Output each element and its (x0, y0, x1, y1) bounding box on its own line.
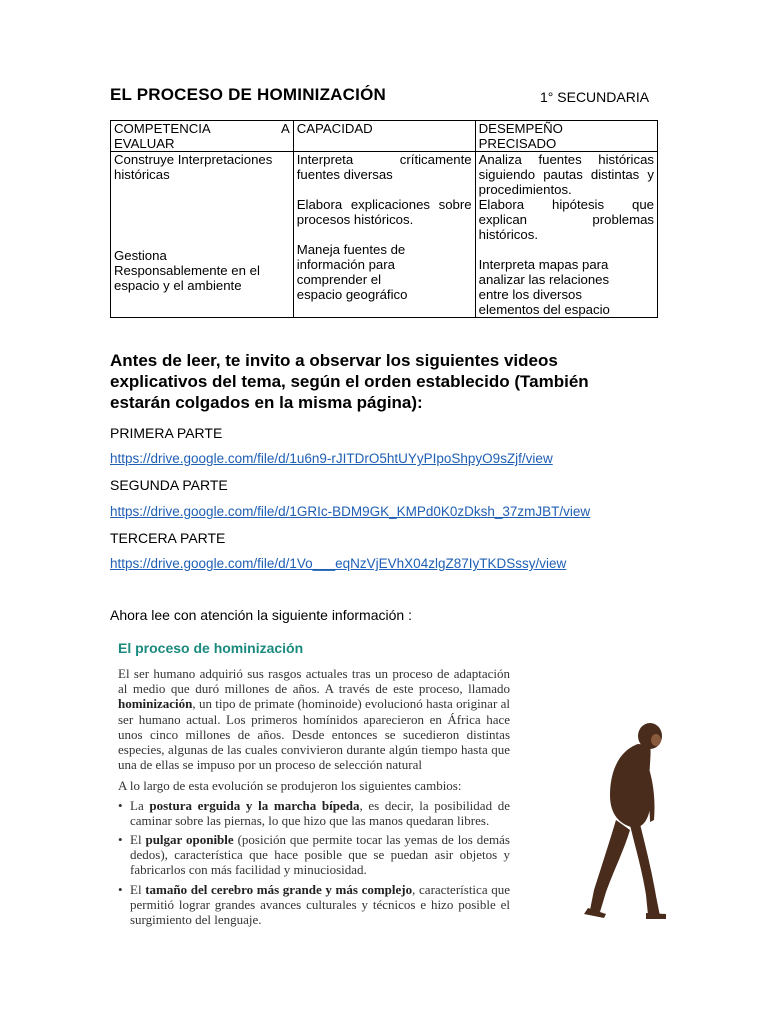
list-item: • El tamaño del cerebro más grande y más complejo, característica que permitió lograr grandes avances culturales y técnicos e hizo posible el surgimiento del lenguaje. (118, 881, 510, 928)
list-item: • El pulgar oponible (posición que permite tocar las yemas de los demás dedos), característica que hace posible que se puedan asir objetos y fabricarlos con más facilidad y minuciosidad. (118, 832, 510, 878)
video-link-3[interactable]: https://drive.google.com/file/d/1Vo___eqNzVjEVhX04zlgZ87IyTKDSssy/view (110, 556, 567, 571)
table-row (111, 152, 658, 318)
video-link-2[interactable]: https://drive.google.com/file/d/1GRIc-BDM9GK_KMPd0K0zDksh_37zmJBT/view (110, 504, 591, 519)
cell-capacidad: Interpreta críticamente fuentes diversas Elabora explicaciones sobre procesos históricos. Maneja fuentes de información para comprender el espacio geográfico (293, 152, 475, 318)
video-link-1[interactable]: https://drive.google.com/file/d/1u6n9-rJITDrO5htUYyPIpoShpyO9sZjf/view (110, 451, 553, 466)
competency-table (110, 120, 658, 318)
intro-text: Antes de leer, te invito a observar los siguientes videos explicativos del tema, según el orden establecido (También estarán colgados en la misma página): (110, 351, 589, 412)
video-label-3: TERCERA PARTE (110, 530, 226, 546)
header-competencia: COMPETENCIA A EVALUAR (111, 121, 294, 152)
video-label-1: PRIMERA PARTE (110, 425, 223, 441)
changes-list (118, 798, 510, 928)
list-item: • La postura erguida y la marcha bípeda, es decir, la posibilidad de caminar sobre las piernas, lo que hizo que las manos quedaran libres. (118, 797, 510, 828)
page-title: EL PROCESO DE HOMINIZACIÓN (110, 85, 386, 104)
table-header-row (111, 121, 658, 152)
excerpt-paragraph-1: El ser humano adquirió sus rasgos actuales tras un proceso de adaptación al medio que duró millones de años. A través de este proceso, llamado hominización, un tipo de primate (hominoide) evolucionó hasta originar al ser humano actual. Los primeros homínidos aparecieron en África hace unos cinco millones de años. Desde entonces se sucedieron distintas especies, algunas de las cuales convivieron durante algún tiempo hasta que una de ellas se impuso por un proceso de selección natural (118, 666, 510, 773)
textbook-excerpt (118, 640, 510, 931)
cell-desempeno: Analiza fuentes históricas siguiendo pautas distintas y procedimientos. Elabora hipótesis que explican problemas históricos. Interpreta mapas para analizar las relaciones entre los diversos elementos del espacio (475, 152, 657, 318)
cell-competencia: Construye Interpretaciones históricas Gestiona Responsablemente en el espacio y el ambiente (111, 152, 294, 318)
excerpt-title: El proceso de hominización (118, 640, 304, 656)
header-desempeno: DESEMPEÑO PRECISADO (475, 121, 657, 152)
grade-label: 1° SECUNDARIA (540, 89, 650, 105)
hominid-illustration (580, 700, 680, 930)
header-capacidad: CAPACIDAD (293, 121, 475, 152)
lead-text: Ahora lee con atención la siguiente información : (110, 607, 412, 623)
video-label-2: SEGUNDA PARTE (110, 477, 228, 493)
excerpt-paragraph-2: A lo largo de esta evolución se produjeron los siguientes cambios: (118, 778, 462, 794)
